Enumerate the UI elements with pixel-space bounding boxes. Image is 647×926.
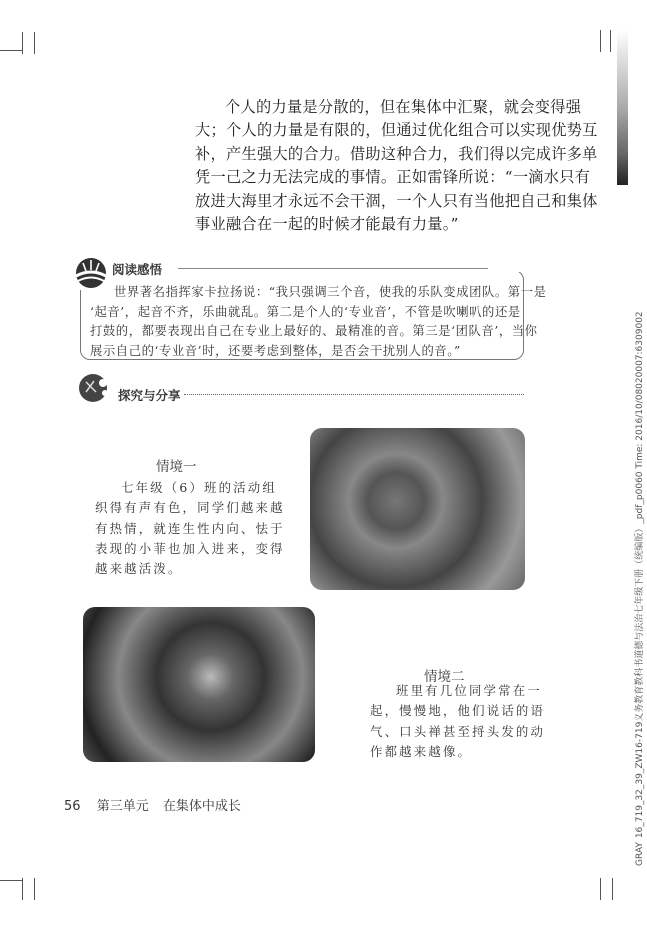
reading-text (90, 283, 547, 361)
text-line: ‘起音’，起音不齐，乐曲就乱。第二是个人的‘专业音’，不管是吹喇叭的还是 (90, 304, 521, 319)
context2-title: 情境二 (424, 669, 465, 685)
text-line: 有热情，就连生性内向、怯于 (95, 520, 285, 536)
crop-mark (34, 32, 35, 54)
crop-mark (610, 30, 611, 52)
page-number: 56 (64, 799, 81, 814)
explore-icon (78, 372, 112, 408)
crop-mark (22, 32, 23, 54)
intro-paragraph (195, 96, 598, 236)
crop-mark (600, 30, 601, 52)
crop-mark (34, 878, 35, 900)
text-line: 班里有几位同学常在一 (396, 683, 542, 698)
text-line: 事业融合在一起的时候才能最有力量。” (195, 215, 459, 234)
grayscale-bar (617, 30, 628, 185)
crop-mark (22, 878, 23, 900)
text-line: 气、口头禅甚至捋头发的动 (370, 723, 546, 739)
page-footer (64, 795, 241, 814)
text-line: 个人的力量是分散的，但在集体中汇聚，就会变得强 (225, 98, 582, 116)
print-slug (632, 311, 645, 866)
crop-mark (612, 878, 613, 900)
slug-gray: GRAY (635, 842, 645, 866)
context1-title: 情境一 (156, 459, 197, 475)
hands-together-photo (83, 607, 315, 762)
context2-text (370, 681, 545, 762)
text-line: 凭一己之力无法完成的事情。正如雷锋所说：“一滴水只有 (195, 168, 591, 187)
divider (178, 268, 488, 269)
text-line: 七年级（6）班的活动组 (121, 480, 277, 495)
explore-title: 探究与分享 (118, 388, 181, 403)
dotted-divider (184, 394, 524, 395)
context1-text (95, 478, 285, 579)
text-line: 越来越活泼。 (95, 561, 183, 577)
unit-label: 第三单元 (96, 799, 149, 814)
text-line: 表现的小菲也加入进来，变得 (95, 540, 285, 556)
crop-mark (0, 50, 22, 51)
text-line: 世界著名指挥家卡拉扬说：“我只强调三个音，使我的乐队变成团队。第一是 (114, 285, 547, 299)
unit-title: 在集体中成长 (162, 799, 241, 814)
crop-mark (0, 880, 22, 881)
text-line: 展示自己的‘专业音’时，还要考虑到整体，是否会干扰别人的音。” (90, 343, 461, 358)
text-line: 起，慢慢地，他们说话的语 (370, 703, 546, 719)
text-line: 作都越来越像。 (370, 743, 473, 759)
text-line: 织得有声有色，同学们越来越 (95, 500, 285, 516)
text-line: 补，产生强大的合力。借助这种合力，我们得以完成许多单 (195, 144, 598, 163)
text-line: 打鼓的，都要表现出自己在专业上最好的、最精准的音。第三是‘团队音’，当你 (90, 324, 538, 338)
crop-mark (600, 878, 601, 900)
slug-text: 16_719_32_39_ZW16-719义务教育教科书道德与法治七年级下册（统编版）_pdf_p0060 Time: 2016/10/08020007:6309002 (635, 311, 645, 839)
basketball-group-photo (310, 428, 525, 590)
text-line: 放进大海里才永远不会干涸，一个人只有当他把自己和集体 (195, 191, 598, 210)
text-line: 大；个人的力量是有限的，但通过优化组合可以实现优势互 (195, 121, 598, 140)
reading-title: 阅读感悟 (112, 262, 163, 277)
